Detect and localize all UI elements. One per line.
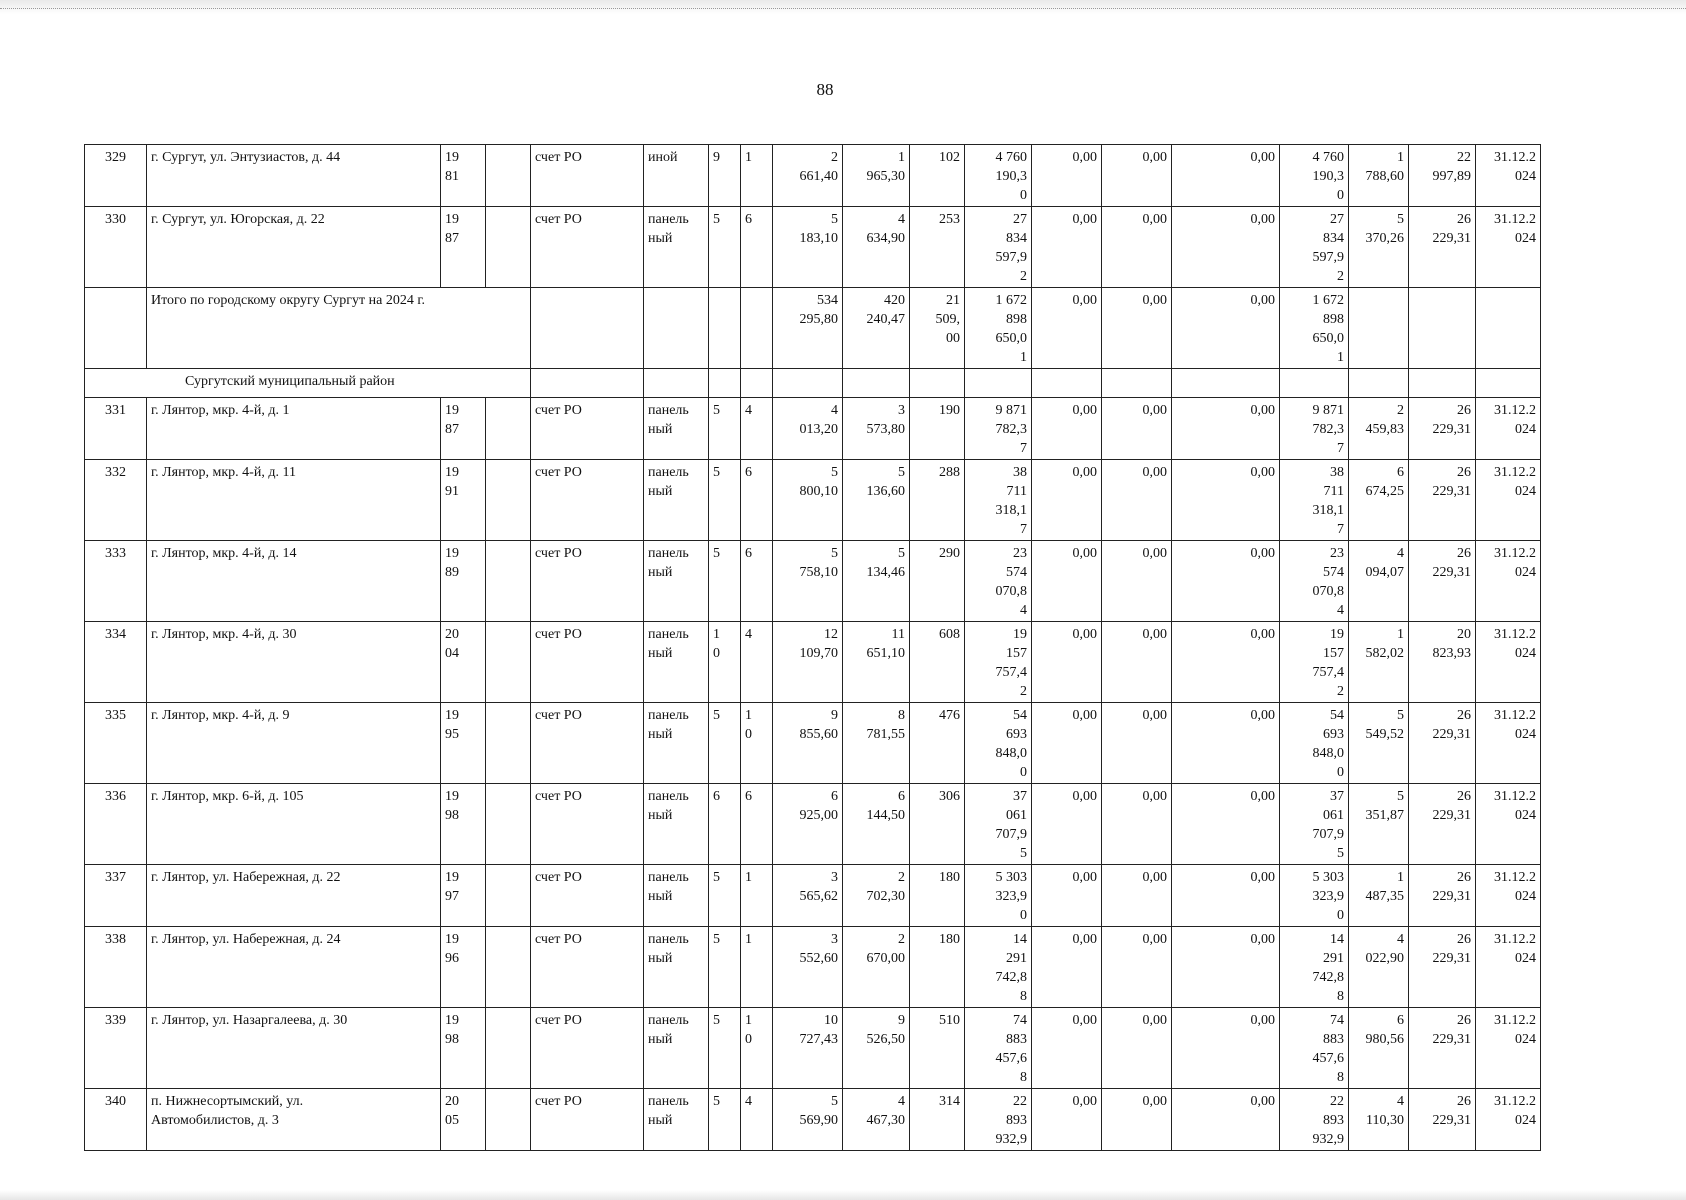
wall-material-cell: панель ный (644, 784, 709, 865)
year-built-cell: 20 04 (441, 622, 486, 703)
row-number-cell: 329 (85, 145, 147, 207)
wall-material-cell: панель ный (644, 865, 709, 927)
total-cost-cell: 37 061 707,9 5 (965, 784, 1032, 865)
cost-limit-cell: 26 229,31 (1409, 460, 1476, 541)
total-cost-cell: 1 672 898 650,0 1 (965, 288, 1032, 369)
floors-cell: 1 0 (709, 622, 741, 703)
empty-cell (85, 288, 147, 369)
cost-cell: 0,00 (1172, 398, 1280, 460)
cost-cell: 0,00 (1102, 622, 1172, 703)
row-number-cell: 337 (85, 865, 147, 927)
regional-fund-cost-cell: 74 883 457,6 8 (1280, 1008, 1349, 1089)
cost-cell: 0,00 (1102, 927, 1172, 1008)
total-area-cell: 10 727,43 (773, 1008, 843, 1089)
total-cost-cell: 38 711 318,1 7 (965, 460, 1032, 541)
residents-cell: 180 (910, 865, 965, 927)
regional-fund-cost-cell: 9 871 782,3 7 (1280, 398, 1349, 460)
deadline-cell: 31.12.2 024 (1476, 145, 1541, 207)
funding-source-cell: счет РО (531, 1008, 644, 1089)
cost-per-sqm-cell: 1 788,60 (1349, 145, 1409, 207)
floors-cell: 5 (709, 927, 741, 1008)
cost-per-sqm-cell: 2 459,83 (1349, 398, 1409, 460)
wall-material-cell: панель ный (644, 1089, 709, 1151)
cost-cell: 0,00 (1172, 703, 1280, 784)
living-area-cell: 420 240,47 (843, 288, 910, 369)
cost-cell: 0,00 (1032, 927, 1102, 1008)
total-row (85, 288, 1541, 369)
empty-cell (486, 541, 531, 622)
scan-edge-bottom (0, 1190, 1686, 1200)
year-built-cell: 19 97 (441, 865, 486, 927)
cost-cell: 0,00 (1102, 145, 1172, 207)
deadline-cell: 31.12.2 024 (1476, 927, 1541, 1008)
floors-cell: 5 (709, 460, 741, 541)
residents-cell: 510 (910, 1008, 965, 1089)
wall-material-cell: панель ный (644, 398, 709, 460)
living-area-cell: 4 467,30 (843, 1089, 910, 1151)
total-area-cell: 5 183,10 (773, 207, 843, 288)
floors-cell: 5 (709, 865, 741, 927)
empty-cell (486, 1089, 531, 1151)
living-area-cell: 2 670,00 (843, 927, 910, 1008)
living-area-cell: 2 702,30 (843, 865, 910, 927)
section-title: Сургутский муниципальный район (85, 369, 531, 398)
funding-source-cell: счет РО (531, 622, 644, 703)
deadline-cell: 31.12.2 024 (1476, 460, 1541, 541)
living-area-cell: 5 136,60 (843, 460, 910, 541)
empty-cell (486, 460, 531, 541)
address-program-table (84, 144, 1541, 1151)
cost-limit-cell: 26 229,31 (1409, 541, 1476, 622)
empty-cell (1409, 288, 1476, 369)
table-row (85, 207, 1541, 288)
entrances-cell: 6 (741, 784, 773, 865)
cost-limit-cell: 26 229,31 (1409, 784, 1476, 865)
floors-cell: 5 (709, 541, 741, 622)
wall-material-cell: иной (644, 145, 709, 207)
table-row (85, 145, 1541, 207)
cost-cell: 0,00 (1172, 784, 1280, 865)
regional-fund-cost-cell: 14 291 742,8 8 (1280, 927, 1349, 1008)
total-area-cell: 6 925,00 (773, 784, 843, 865)
address-cell: г. Лянтор, мкр. 4-й, д. 30 (147, 622, 441, 703)
residents-cell: 21 509, 00 (910, 288, 965, 369)
year-built-cell: 19 81 (441, 145, 486, 207)
floors-cell: 5 (709, 703, 741, 784)
row-number-cell: 333 (85, 541, 147, 622)
address-cell: п. Нижнесортымский, ул. Автомобилистов, д. 3 (147, 1089, 441, 1151)
cost-cell: 0,00 (1032, 703, 1102, 784)
cost-limit-cell: 26 229,31 (1409, 703, 1476, 784)
year-built-cell: 19 87 (441, 398, 486, 460)
total-cost-cell: 54 693 848,0 0 (965, 703, 1032, 784)
deadline-cell: 31.12.2 024 (1476, 1008, 1541, 1089)
empty-cell (486, 1008, 531, 1089)
total-area-cell: 2 661,40 (773, 145, 843, 207)
floors-cell: 5 (709, 398, 741, 460)
scan-edge-top (0, 0, 1686, 14)
empty-cell (965, 369, 1032, 398)
floors-cell: 9 (709, 145, 741, 207)
cost-cell: 0,00 (1102, 460, 1172, 541)
year-built-cell: 19 89 (441, 541, 486, 622)
cost-cell: 0,00 (1032, 207, 1102, 288)
row-number-cell: 334 (85, 622, 147, 703)
entrances-cell: 6 (741, 460, 773, 541)
table-row (85, 784, 1541, 865)
wall-material-cell: панель ный (644, 460, 709, 541)
address-cell: г. Лянтор, ул. Назаргалеева, д. 30 (147, 1008, 441, 1089)
deadline-cell: 31.12.2 024 (1476, 703, 1541, 784)
cost-cell: 0,00 (1172, 622, 1280, 703)
regional-fund-cost-cell: 23 574 070,8 4 (1280, 541, 1349, 622)
total-cost-cell: 23 574 070,8 4 (965, 541, 1032, 622)
table-row (85, 622, 1541, 703)
cost-per-sqm-cell: 5 370,26 (1349, 207, 1409, 288)
total-cost-cell: 19 157 757,4 2 (965, 622, 1032, 703)
address-cell: г. Лянтор, ул. Набережная, д. 22 (147, 865, 441, 927)
entrances-cell: 1 0 (741, 703, 773, 784)
living-area-cell: 9 526,50 (843, 1008, 910, 1089)
total-cost-cell: 27 834 597,9 2 (965, 207, 1032, 288)
empty-cell (1476, 369, 1541, 398)
cost-per-sqm-cell: 4 022,90 (1349, 927, 1409, 1008)
floors-cell: 5 (709, 207, 741, 288)
wall-material-cell: панель ный (644, 622, 709, 703)
section-header-row (85, 369, 1541, 398)
funding-source-cell: счет РО (531, 207, 644, 288)
residents-cell: 476 (910, 703, 965, 784)
total-area-cell: 12 109,70 (773, 622, 843, 703)
funding-source-cell: счет РО (531, 703, 644, 784)
residents-cell: 190 (910, 398, 965, 460)
total-area-cell: 9 855,60 (773, 703, 843, 784)
living-area-cell: 3 573,80 (843, 398, 910, 460)
address-cell: г. Лянтор, мкр. 4-й, д. 1 (147, 398, 441, 460)
empty-cell (709, 369, 741, 398)
living-area-cell: 5 134,46 (843, 541, 910, 622)
total-label: Итого по городскому округу Сургут на 2024 г. (147, 288, 531, 369)
address-cell: г. Лянтор, мкр. 6-й, д. 105 (147, 784, 441, 865)
floors-cell: 5 (709, 1089, 741, 1151)
cost-per-sqm-cell: 6 674,25 (1349, 460, 1409, 541)
total-area-cell: 5 569,90 (773, 1089, 843, 1151)
living-area-cell: 8 781,55 (843, 703, 910, 784)
wall-material-cell: панель ный (644, 1008, 709, 1089)
funding-source-cell: счет РО (531, 541, 644, 622)
year-built-cell: 20 05 (441, 1089, 486, 1151)
cost-cell: 0,00 (1172, 1089, 1280, 1151)
floors-cell: 5 (709, 1008, 741, 1089)
year-built-cell: 19 91 (441, 460, 486, 541)
living-area-cell: 1 965,30 (843, 145, 910, 207)
row-number-cell: 335 (85, 703, 147, 784)
total-cost-cell: 74 883 457,6 8 (965, 1008, 1032, 1089)
entrances-cell: 1 0 (741, 1008, 773, 1089)
entrances-cell: 1 (741, 145, 773, 207)
total-cost-cell: 14 291 742,8 8 (965, 927, 1032, 1008)
empty-cell (486, 927, 531, 1008)
living-area-cell: 11 651,10 (843, 622, 910, 703)
regional-fund-cost-cell: 19 157 757,4 2 (1280, 622, 1349, 703)
cost-per-sqm-cell: 5 549,52 (1349, 703, 1409, 784)
row-number-cell: 340 (85, 1089, 147, 1151)
funding-source-cell: счет РО (531, 460, 644, 541)
empty-cell (644, 288, 709, 369)
wall-material-cell: панель ный (644, 927, 709, 1008)
regional-fund-cost-cell: 38 711 318,1 7 (1280, 460, 1349, 541)
cost-cell: 0,00 (1172, 460, 1280, 541)
deadline-cell: 31.12.2 024 (1476, 398, 1541, 460)
table-row (85, 398, 1541, 460)
cost-cell: 0,00 (1032, 145, 1102, 207)
deadline-cell: 31.12.2 024 (1476, 784, 1541, 865)
year-built-cell: 19 98 (441, 1008, 486, 1089)
page-number: 88 (816, 80, 834, 99)
address-cell: г. Лянтор, мкр. 4-й, д. 11 (147, 460, 441, 541)
cost-cell: 0,00 (1102, 703, 1172, 784)
table-row (85, 460, 1541, 541)
empty-cell (1032, 369, 1102, 398)
funding-source-cell: счет РО (531, 784, 644, 865)
empty-cell (709, 288, 741, 369)
empty-cell (531, 288, 644, 369)
residents-cell: 306 (910, 784, 965, 865)
regional-fund-cost-cell: 4 760 190,3 0 (1280, 145, 1349, 207)
row-number-cell: 330 (85, 207, 147, 288)
empty-cell (1476, 288, 1541, 369)
deadline-cell: 31.12.2 024 (1476, 207, 1541, 288)
entrances-cell: 1 (741, 927, 773, 1008)
empty-cell (1349, 288, 1409, 369)
entrances-cell: 4 (741, 1089, 773, 1151)
cost-cell: 0,00 (1032, 288, 1102, 369)
wall-material-cell: панель ный (644, 703, 709, 784)
cost-cell: 0,00 (1172, 207, 1280, 288)
cost-limit-cell: 26 229,31 (1409, 927, 1476, 1008)
cost-limit-cell: 26 229,31 (1409, 1089, 1476, 1151)
wall-material-cell: панель ный (644, 541, 709, 622)
cost-limit-cell: 26 229,31 (1409, 207, 1476, 288)
regional-fund-cost-cell: 27 834 597,9 2 (1280, 207, 1349, 288)
cost-cell: 0,00 (1102, 865, 1172, 927)
cost-cell: 0,00 (1102, 784, 1172, 865)
address-cell: г. Сургут, ул. Энтузиастов, д. 44 (147, 145, 441, 207)
cost-cell: 0,00 (1172, 865, 1280, 927)
empty-cell (531, 369, 644, 398)
residents-cell: 290 (910, 541, 965, 622)
total-area-cell: 3 552,60 (773, 927, 843, 1008)
empty-cell (486, 784, 531, 865)
cost-limit-cell: 22 997,89 (1409, 145, 1476, 207)
total-area-cell: 5 758,10 (773, 541, 843, 622)
row-number-cell: 332 (85, 460, 147, 541)
total-cost-cell: 9 871 782,3 7 (965, 398, 1032, 460)
empty-cell (486, 207, 531, 288)
residents-cell: 102 (910, 145, 965, 207)
cost-cell: 0,00 (1032, 541, 1102, 622)
regional-fund-cost-cell: 5 303 323,9 0 (1280, 865, 1349, 927)
cost-cell: 0,00 (1032, 1089, 1102, 1151)
cost-per-sqm-cell: 1 582,02 (1349, 622, 1409, 703)
empty-cell (486, 398, 531, 460)
entrances-cell: 4 (741, 622, 773, 703)
cost-per-sqm-cell: 4 110,30 (1349, 1089, 1409, 1151)
empty-cell (1102, 369, 1172, 398)
regional-fund-cost-cell: 1 672 898 650,0 1 (1280, 288, 1349, 369)
cost-cell: 0,00 (1172, 541, 1280, 622)
address-cell: г. Сургут, ул. Югорская, д. 22 (147, 207, 441, 288)
residents-cell: 608 (910, 622, 965, 703)
empty-cell (486, 865, 531, 927)
cost-cell: 0,00 (1172, 145, 1280, 207)
cost-per-sqm-cell: 5 351,87 (1349, 784, 1409, 865)
row-number-cell: 338 (85, 927, 147, 1008)
cost-cell: 0,00 (1102, 288, 1172, 369)
table-row (85, 927, 1541, 1008)
empty-cell (486, 703, 531, 784)
regional-fund-cost-cell: 37 061 707,9 5 (1280, 784, 1349, 865)
total-area-cell: 4 013,20 (773, 398, 843, 460)
empty-cell (843, 369, 910, 398)
total-area-cell: 3 565,62 (773, 865, 843, 927)
regional-fund-cost-cell: 22 893 932,9 (1280, 1089, 1349, 1151)
empty-cell (644, 369, 709, 398)
wall-material-cell: панель ный (644, 207, 709, 288)
residents-cell: 253 (910, 207, 965, 288)
address-cell: г. Лянтор, мкр. 4-й, д. 14 (147, 541, 441, 622)
total-area-cell: 5 800,10 (773, 460, 843, 541)
entrances-cell: 4 (741, 398, 773, 460)
cost-cell: 0,00 (1172, 288, 1280, 369)
residents-cell: 288 (910, 460, 965, 541)
cost-per-sqm-cell: 4 094,07 (1349, 541, 1409, 622)
cost-cell: 0,00 (1102, 1089, 1172, 1151)
residents-cell: 180 (910, 927, 965, 1008)
table-row (85, 1089, 1541, 1151)
funding-source-cell: счет РО (531, 398, 644, 460)
year-built-cell: 19 87 (441, 207, 486, 288)
row-number-cell: 339 (85, 1008, 147, 1089)
residents-cell: 314 (910, 1089, 965, 1151)
cost-cell: 0,00 (1032, 622, 1102, 703)
deadline-cell: 31.12.2 024 (1476, 865, 1541, 927)
cost-cell: 0,00 (1102, 541, 1172, 622)
empty-cell (910, 369, 965, 398)
living-area-cell: 6 144,50 (843, 784, 910, 865)
cost-cell: 0,00 (1032, 784, 1102, 865)
empty-cell (741, 369, 773, 398)
deadline-cell: 31.12.2 024 (1476, 1089, 1541, 1151)
empty-cell (486, 622, 531, 703)
cost-limit-cell: 20 823,93 (1409, 622, 1476, 703)
cost-limit-cell: 26 229,31 (1409, 1008, 1476, 1089)
address-cell: г. Лянтор, мкр. 4-й, д. 9 (147, 703, 441, 784)
entrances-cell: 1 (741, 865, 773, 927)
empty-cell (773, 369, 843, 398)
table-row (85, 1008, 1541, 1089)
year-built-cell: 19 95 (441, 703, 486, 784)
cost-cell: 0,00 (1032, 865, 1102, 927)
address-cell: г. Лянтор, ул. Набережная, д. 24 (147, 927, 441, 1008)
deadline-cell: 31.12.2 024 (1476, 541, 1541, 622)
funding-source-cell: счет РО (531, 927, 644, 1008)
floors-cell: 6 (709, 784, 741, 865)
regional-fund-cost-cell: 54 693 848,0 0 (1280, 703, 1349, 784)
cost-per-sqm-cell: 1 487,35 (1349, 865, 1409, 927)
total-cost-cell: 22 893 932,9 (965, 1089, 1032, 1151)
empty-cell (1349, 369, 1409, 398)
cost-cell: 0,00 (1102, 398, 1172, 460)
funding-source-cell: счет РО (531, 865, 644, 927)
total-area-cell: 534 295,80 (773, 288, 843, 369)
cost-limit-cell: 26 229,31 (1409, 398, 1476, 460)
row-number-cell: 336 (85, 784, 147, 865)
deadline-cell: 31.12.2 024 (1476, 622, 1541, 703)
entrances-cell: 6 (741, 541, 773, 622)
cost-per-sqm-cell: 6 980,56 (1349, 1008, 1409, 1089)
empty-cell (1172, 369, 1280, 398)
year-built-cell: 19 98 (441, 784, 486, 865)
cost-cell: 0,00 (1172, 927, 1280, 1008)
empty-cell (1280, 369, 1349, 398)
total-cost-cell: 5 303 323,9 0 (965, 865, 1032, 927)
empty-cell (741, 288, 773, 369)
total-cost-cell: 4 760 190,3 0 (965, 145, 1032, 207)
table-row (85, 703, 1541, 784)
cost-cell: 0,00 (1032, 460, 1102, 541)
empty-cell (486, 145, 531, 207)
cost-cell: 0,00 (1102, 207, 1172, 288)
cost-cell: 0,00 (1032, 398, 1102, 460)
table-row (85, 865, 1541, 927)
table-row (85, 541, 1541, 622)
entrances-cell: 6 (741, 207, 773, 288)
funding-source-cell: счет РО (531, 1089, 644, 1151)
funding-source-cell: счет РО (531, 145, 644, 207)
cost-cell: 0,00 (1172, 1008, 1280, 1089)
year-built-cell: 19 96 (441, 927, 486, 1008)
row-number-cell: 331 (85, 398, 147, 460)
living-area-cell: 4 634,90 (843, 207, 910, 288)
cost-cell: 0,00 (1032, 1008, 1102, 1089)
empty-cell (1409, 369, 1476, 398)
cost-cell: 0,00 (1102, 1008, 1172, 1089)
cost-limit-cell: 26 229,31 (1409, 865, 1476, 927)
